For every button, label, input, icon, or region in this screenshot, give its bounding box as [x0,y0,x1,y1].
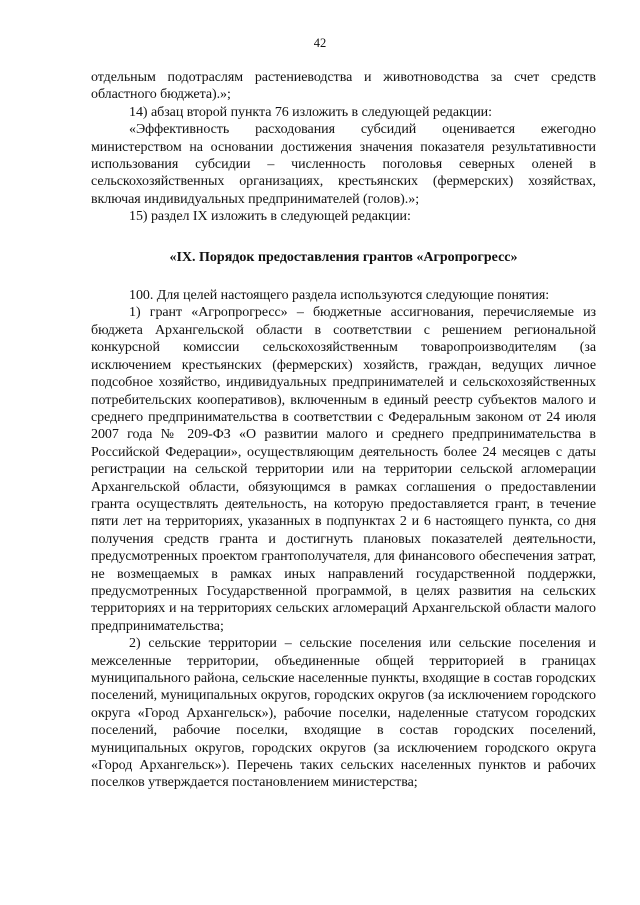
paragraph-continuation: отдельным подотраслям растениеводства и животноводства за счет средств областного бюджета).»; [91,70,596,103]
paragraph-item-14: 14) абзац второй пункта 76 изложить в следующей редакции: [129,104,492,120]
document-body [91,69,596,792]
paragraph-definition-grant: 1) грант «Агропрогресс» – бюджетные ассигнования, перечисляемые из бюджета Архангельской области в соответствии с решением региональной конкурсной комиссии сельскохозяйственным товаропроизводителям (за исключением крестьянских (фермерских) хозяйств, граждан, ведущих личное подсобное хозяйство, индивидуальных предпринимателей и сельскохозяйственных потребительских кооперативов), включенным в единый реестр субъектов малого и среднего предпринимательства в соответствии с Федеральным законом от 24 июля 2007 года № 209-ФЗ «О развитии малого и среднего предпринимательства в Российской Федерации», осуществляющим деятельность более 24 месяцев с даты регистрации на сельской территории или на территории сельской агломерации Архангельской области, обязующимся в рамках соглашения о предоставлении гранта осуществлять деятельность, на которую предоставляется грант, в течение пяти лет на территориях, указанных в подпунктах 2 и 6 настоящего пункта, со дня получения средств гранта и достигнуть плановых показателей деятельности, предусмотренных проектом грантополучателя, для финансового обеспечения затрат, не возмещаемых в рамках иных направлений государственной поддержки, предусмотренных Государственной программой, в целях развития на сельских территориях и на территориях сельских агломераций Архангельской области малого предпринимательства; [91,305,596,634]
paragraph-item-15: 15) раздел IX изложить в следующей редакции: [129,209,411,225]
paragraph-definition-rural-territories: 2) сельские территории – сельские поселения или сельские поселения и межселенные территории, объединенные общей территорией в границах муниципального района, сельские населенные пункты, входящие в состав городских поселений, муниципальных округов, городских округов (за исключением городского округа «Город Архангельск»), рабочие поселки, наделенные статусом городских поселений, рабочие поселки, входящие в состав городских поселений, муниципальных округов, городских округов (за исключением городского округа «Город Архангельск»). Перечень таких сельских населенных пунктов и рабочих поселков утверждается постановлением министерства; [91,636,596,791]
paragraph-efficiency-quote: «Эффективность расходования субсидий оценивается ежегодно министерством на основании достижения значения показателя результативности использования субсидии – численность поголовья северных оленей в сельскохозяйственных организациях, крестьянских (фермерских) хозяйствах, включая индивидуальных предпринимателей (голов).»; [91,122,596,207]
page-number: 42 [313,36,327,50]
paragraph-item-100: 100. Для целей настоящего раздела используются следующие понятия: [129,288,550,304]
section-heading: «IX. Порядок предоставления грантов «Агропрогресс» [169,249,518,265]
